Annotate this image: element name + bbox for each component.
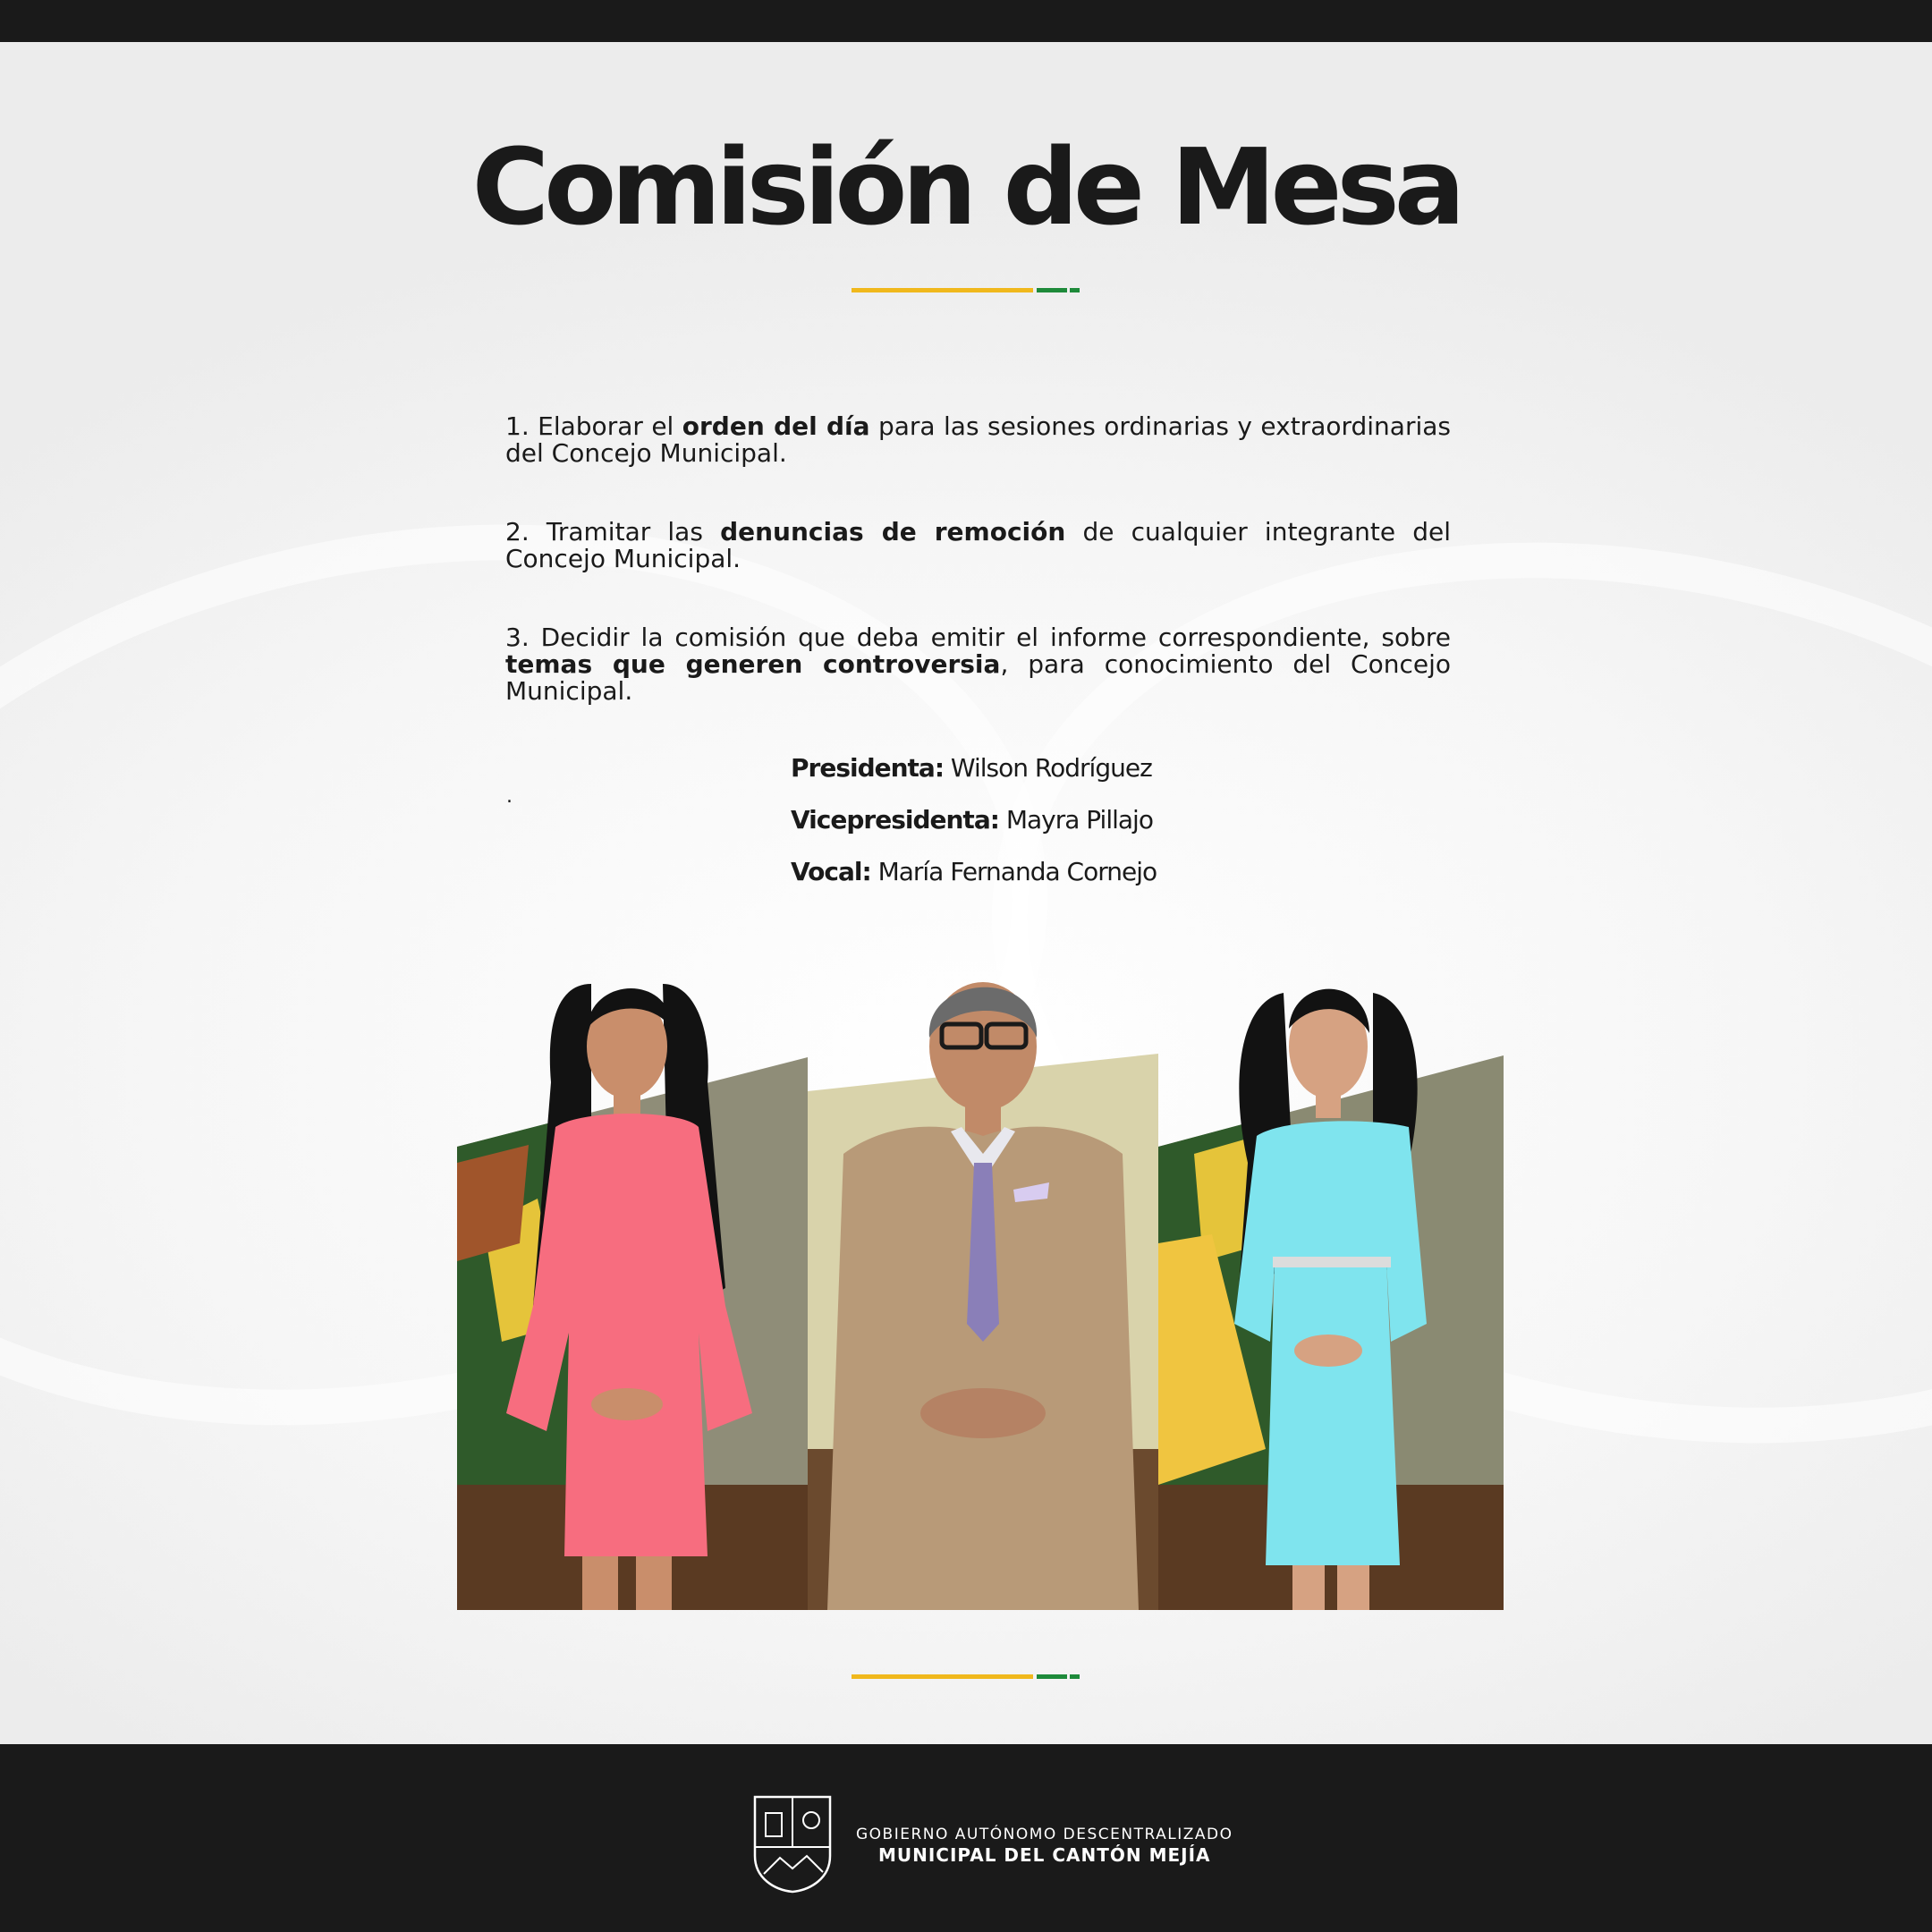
footer-line1: GOBIERNO AUTÓNOMO DESCENTRALIZADO	[856, 1826, 1233, 1843]
stray-mark: .	[506, 785, 513, 808]
member-photo-right	[1158, 948, 1504, 1610]
role-vocal: Vocal: María Fernanda Cornejo	[791, 857, 1157, 886]
member-photo-left	[457, 948, 808, 1610]
role-vicepresidenta: Vicepresidenta: Mayra Pillajo	[791, 805, 1153, 835]
municipal-shield-icon	[751, 1793, 834, 1894]
list-item: 3. Decidir la comisión que deba emitir el informe correspondiente, sobre temas que generen controversia, para conocimiento del Concejo Municipal.	[505, 623, 1452, 706]
member-photo-center	[808, 948, 1158, 1610]
page-title: Comisión de Mesa	[471, 125, 1461, 249]
list-item: 1. Elaborar el orden del día para las sesiones ordinarias y extraordinarias del Concejo Municipal.	[505, 411, 1451, 468]
role-presidenta: Presidenta: Wilson Rodríguez	[791, 753, 1152, 783]
list-item: 2. Tramitar las denuncias de remoción de cualquier integrante del Concejo Municipal.	[505, 517, 1451, 573]
top-bar	[0, 0, 1932, 42]
top-divider	[852, 288, 1080, 292]
functions-list	[505, 413, 1451, 757]
footer-line2: MUNICIPAL DEL CANTÓN MEJÍA	[877, 1844, 1211, 1866]
members-list	[791, 754, 1157, 910]
footer-brand	[856, 1825, 1233, 1866]
bottom-divider	[852, 1674, 1080, 1679]
